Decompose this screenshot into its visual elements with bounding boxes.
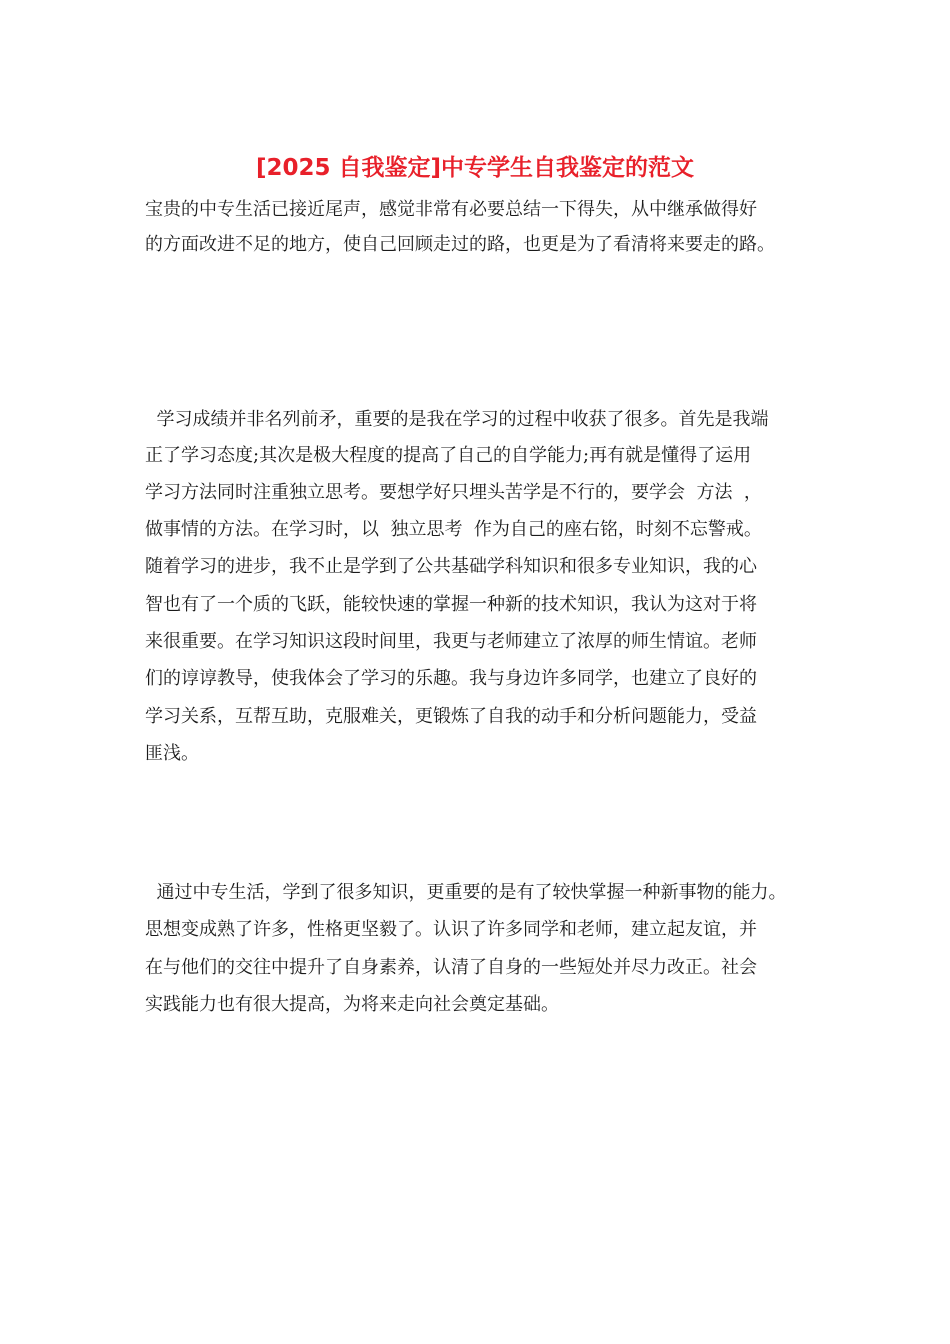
paragraph-2-line-2: 正了学习态度;其次是极大程度的提高了自己的自学能力;再有就是懂得了运用 bbox=[145, 445, 752, 466]
paragraph-2-line-1: 学习成绩并非名列前矛，重要的是我在学习的过程中收获了很多。首先是我端 bbox=[145, 409, 769, 430]
paragraph-2-line-10: 匪浅。 bbox=[145, 743, 199, 764]
paragraph-2-line-3: 学习方法同时注重独立思考。要想学好只埋头苦学是不行的，要学会 方法 ， bbox=[145, 482, 762, 503]
paragraph-3-line-1: 通过中专生活，学到了很多知识，更重要的是有了较快掌握一种新事物的能力。 bbox=[145, 882, 787, 903]
paragraph-2-line-8: 们的谆谆教导，使我体会了学习的乐趣。我与身边许多同学，也建立了良好的 bbox=[145, 668, 757, 689]
paragraph-2-line-5: 随着学习的进步，我不止是学到了公共基础学科知识和很多专业知识，我的心 bbox=[145, 556, 757, 577]
paragraph-1-line-1: 宝贵的中专生活已接近尾声，感觉非常有必要总结一下得失，从中继承做得好 bbox=[145, 199, 757, 220]
paragraph-2-line-7: 来很重要。在学习知识这段时间里，我更与老师建立了浓厚的师生情谊。老师 bbox=[145, 631, 757, 652]
paragraph-2-line-4: 做事情的方法。在学习时，以 独立思考 作为自己的座右铭，时刻不忘警戒。 bbox=[145, 519, 762, 540]
paragraph-2-line-9: 学习关系，互帮互助，克服难关，更锻炼了自我的动手和分析问题能力，受益 bbox=[145, 706, 757, 727]
paragraph-3-line-4: 实践能力也有很大提高，为将来走向社会奠定基础。 bbox=[145, 994, 559, 1015]
paragraph-3-line-3: 在与他们的交往中提升了自身素养，认清了自身的一些短处并尽力改正。社会 bbox=[145, 957, 757, 978]
paragraph-3-line-2: 思想变成熟了许多，性格更坚毅了。认识了许多同学和老师，建立起友谊，并 bbox=[145, 919, 757, 940]
paragraph-1-line-2: 的方面改进不足的地方，使自己回顾走过的路，也更是为了看清将来要走的路。 bbox=[145, 234, 775, 255]
document-title: [2025 自我鉴定]中专学生自我鉴定的范文 bbox=[255, 155, 695, 181]
paragraph-2-line-6: 智也有了一个质的飞跃，能较快速的掌握一种新的技术知识，我认为这对于将 bbox=[145, 594, 757, 615]
